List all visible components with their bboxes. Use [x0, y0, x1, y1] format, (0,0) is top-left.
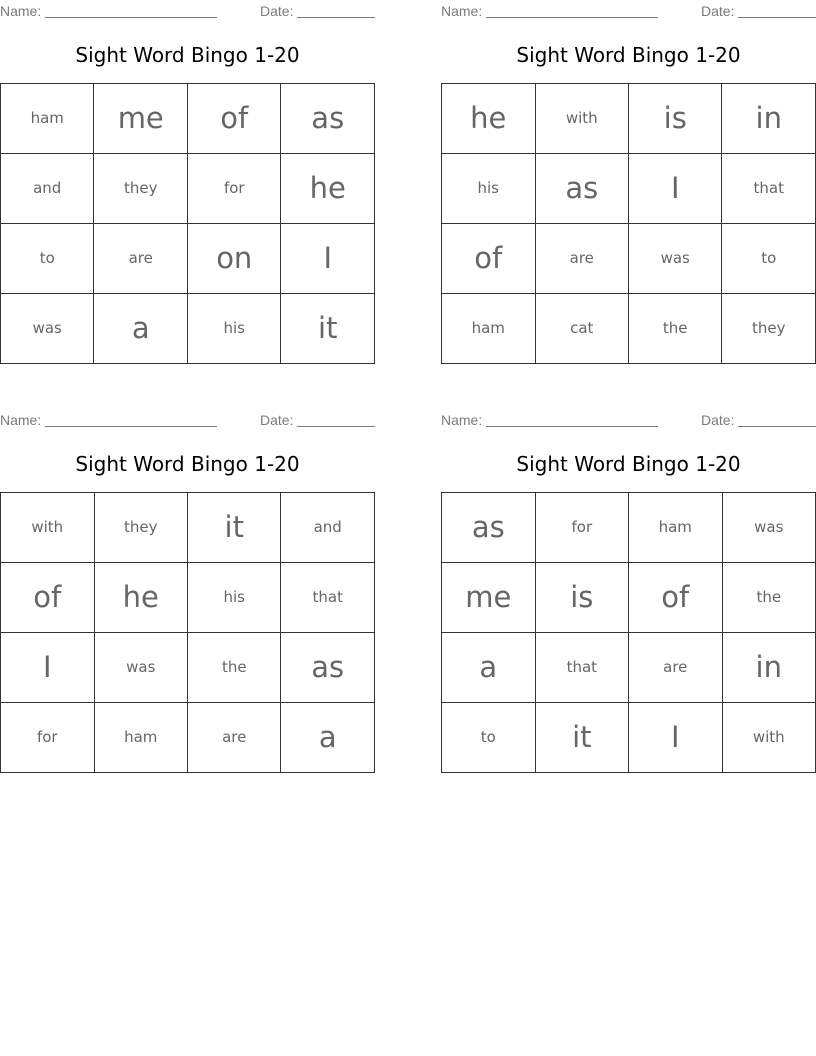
name-line: [45, 17, 217, 18]
bingo-cell: of: [188, 84, 281, 154]
bingo-cell: was: [94, 633, 188, 703]
name-label: Name:: [0, 412, 42, 428]
name-label: Name:: [441, 3, 483, 19]
bingo-cell: the: [188, 633, 281, 703]
date-label: Date:: [701, 412, 735, 428]
bingo-cell: to: [442, 703, 536, 773]
bingo-cell: a: [281, 703, 375, 773]
bingo-cell: a: [94, 294, 188, 364]
grid-row: [1, 633, 375, 703]
bingo-card: [441, 0, 816, 365]
bingo-cell: ham: [442, 294, 536, 364]
bingo-cell: it: [281, 294, 375, 364]
bingo-cell: is: [535, 563, 628, 633]
name-line: [486, 426, 658, 427]
bingo-cell: to: [1, 224, 94, 294]
bingo-cell: I: [629, 703, 722, 773]
bingo-cell: that: [722, 154, 816, 224]
grid-row: [442, 493, 816, 563]
bingo-cell: are: [94, 224, 188, 294]
bingo-cell: for: [188, 154, 281, 224]
bingo-cell: are: [629, 633, 722, 703]
bingo-cell: is: [629, 84, 722, 154]
date-line: [738, 426, 816, 427]
bingo-cell: with: [722, 703, 816, 773]
bingo-cell: was: [722, 493, 816, 563]
bingo-cell: ham: [94, 703, 188, 773]
bingo-grid: [441, 83, 816, 364]
date-line: [297, 17, 375, 18]
card-title: Sight Word Bingo 1-20: [516, 43, 741, 67]
bingo-cell: and: [281, 493, 375, 563]
bingo-cell: the: [722, 563, 816, 633]
name-label: Name:: [441, 412, 483, 428]
date-label: Date:: [260, 3, 294, 19]
name-line: [45, 426, 217, 427]
bingo-cell: his: [188, 294, 281, 364]
grid-row: [442, 224, 816, 294]
bingo-cell: in: [722, 633, 816, 703]
bingo-cell: of: [629, 563, 722, 633]
bingo-cell: his: [188, 563, 281, 633]
card-title: Sight Word Bingo 1-20: [75, 452, 300, 476]
bingo-cell: the: [629, 294, 722, 364]
bingo-cell: he: [442, 84, 536, 154]
bingo-cell: with: [1, 493, 95, 563]
bingo-cell: his: [442, 154, 536, 224]
card-title: Sight Word Bingo 1-20: [75, 43, 300, 67]
bingo-cell: it: [535, 703, 628, 773]
grid-row: [1, 294, 375, 364]
bingo-cell: with: [535, 84, 628, 154]
bingo-cell: he: [281, 154, 375, 224]
bingo-cell: they: [722, 294, 816, 364]
grid-row: [1, 84, 375, 154]
bingo-cell: for: [1, 703, 95, 773]
bingo-cell: was: [629, 224, 722, 294]
date-line: [297, 426, 375, 427]
bingo-cell: as: [281, 633, 375, 703]
grid-row: [1, 563, 375, 633]
bingo-cell: me: [442, 563, 536, 633]
card-title: Sight Word Bingo 1-20: [516, 452, 741, 476]
bingo-cell: that: [535, 633, 628, 703]
bingo-cell: for: [535, 493, 628, 563]
bingo-cell: as: [281, 84, 375, 154]
grid-row: [442, 703, 816, 773]
name-line: [486, 17, 658, 18]
grid-row: [442, 154, 816, 224]
bingo-cell: it: [188, 493, 281, 563]
bingo-cell: they: [94, 493, 188, 563]
date-label: Date:: [260, 412, 294, 428]
bingo-cell: are: [188, 703, 281, 773]
grid-row: [1, 493, 375, 563]
grid-row: [442, 633, 816, 703]
grid-row: [442, 563, 816, 633]
bingo-cell: that: [281, 563, 375, 633]
bingo-cell: on: [188, 224, 281, 294]
bingo-grid: [441, 492, 816, 773]
bingo-cell: as: [535, 154, 628, 224]
bingo-grid: [0, 492, 375, 773]
bingo-card: [0, 0, 375, 365]
bingo-cell: as: [442, 493, 536, 563]
bingo-card: [0, 409, 375, 774]
bingo-cell: of: [1, 563, 95, 633]
date-line: [738, 17, 816, 18]
bingo-cell: to: [722, 224, 816, 294]
bingo-cell: I: [629, 154, 722, 224]
bingo-cell: I: [1, 633, 95, 703]
bingo-cell: and: [1, 154, 94, 224]
bingo-cell: cat: [535, 294, 628, 364]
bingo-card: [441, 409, 816, 774]
date-label: Date:: [701, 3, 735, 19]
bingo-cell: was: [1, 294, 94, 364]
name-label: Name:: [0, 3, 42, 19]
bingo-grid: [0, 83, 375, 364]
bingo-cell: of: [442, 224, 536, 294]
bingo-cell: a: [442, 633, 536, 703]
bingo-cell: are: [535, 224, 628, 294]
bingo-cell: ham: [1, 84, 94, 154]
grid-row: [1, 154, 375, 224]
grid-row: [1, 703, 375, 773]
bingo-cell: in: [722, 84, 816, 154]
bingo-cell: me: [94, 84, 188, 154]
grid-row: [442, 84, 816, 154]
bingo-cell: I: [281, 224, 375, 294]
bingo-cell: ham: [629, 493, 722, 563]
bingo-cell: they: [94, 154, 188, 224]
grid-row: [442, 294, 816, 364]
bingo-cell: he: [94, 563, 188, 633]
grid-row: [1, 224, 375, 294]
